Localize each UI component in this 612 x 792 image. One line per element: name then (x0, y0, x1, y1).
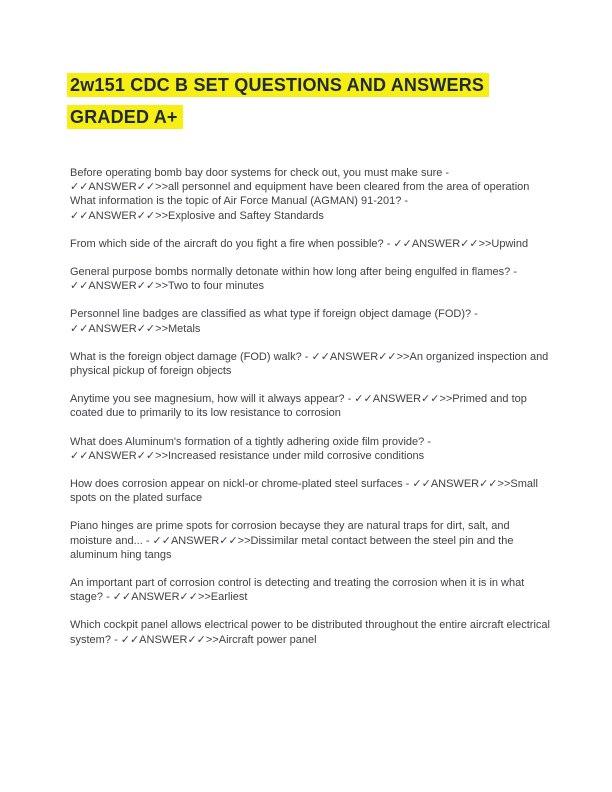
qa-paragraph: What does Aluminum's formation of a tightly adhering oxide film provide? - ✓✓ANSWER✓✓>>Increased resistance under mild corrosive conditions (70, 435, 431, 462)
qa-paragraph: General purpose bombs normally detonate within how long after being engulfed in flames? - ✓✓ANSWER✓✓>>Two to four minutes (70, 266, 517, 293)
qa-paragraph: Before operating bomb bay door systems for check out, you must make sure - ✓✓ANSWER✓✓>>all personnel and equipment have been cleared from the area of operation (70, 167, 530, 194)
qa-paragraph: An important part of corrosion control is detecting and treating the corrosion when it is in what stage? - ✓✓ANSWER✓✓>>Earliest (70, 577, 525, 604)
qa-paragraph: Anytime you see magnesium, how will it always appear? - ✓✓ANSWER✓✓>>Primed and top coated due to primarily to its low resistance to corrosion (70, 393, 527, 420)
qa-list (70, 166, 551, 647)
qa-paragraph: Which cockpit panel allows electrical power to be distributed throughout the entire aircraft electrical system? - ✓✓ANSWER✓✓>>Aircraft power panel (70, 619, 550, 646)
title-line-1: 2w151 CDC B SET QUESTIONS AND ANSWERS (67, 73, 489, 97)
qa-paragraph: Personnel line badges are classified as what type if foreign object damage (FOD)? - ✓✓ANSWER✓✓>>Metals (70, 308, 478, 335)
qa-paragraph: What information is the topic of Air Force Manual (AGMAN) 91-201? - ✓✓ANSWER✓✓>>Explosive and Saftey Standards (70, 195, 409, 222)
qa-paragraph: Piano hinges are prime spots for corrosion becayse they are natural traps for dirt, salt, and moisture and... - ✓✓ANSWER✓✓>>Dissimilar metal contact between the steel pin and the aluminum hing tangs (70, 520, 514, 561)
title-line-2: GRADED A+ (67, 105, 183, 129)
qa-paragraph: How does corrosion appear on nickl-or chrome-plated steel surfaces - ✓✓ANSWER✓✓>>Small spots on the plated surface (70, 478, 538, 505)
page-content (70, 73, 551, 661)
page-title (70, 73, 551, 129)
title-row (70, 105, 551, 129)
title-row (70, 73, 551, 97)
qa-paragraph: From which side of the aircraft do you fight a fire when possible? - ✓✓ANSWER✓✓>>Upwind (70, 237, 529, 250)
qa-paragraph: What is the foreign object damage (FOD) walk? - ✓✓ANSWER✓✓>>An organized inspection and physical pickup of foreign objects (70, 350, 549, 378)
